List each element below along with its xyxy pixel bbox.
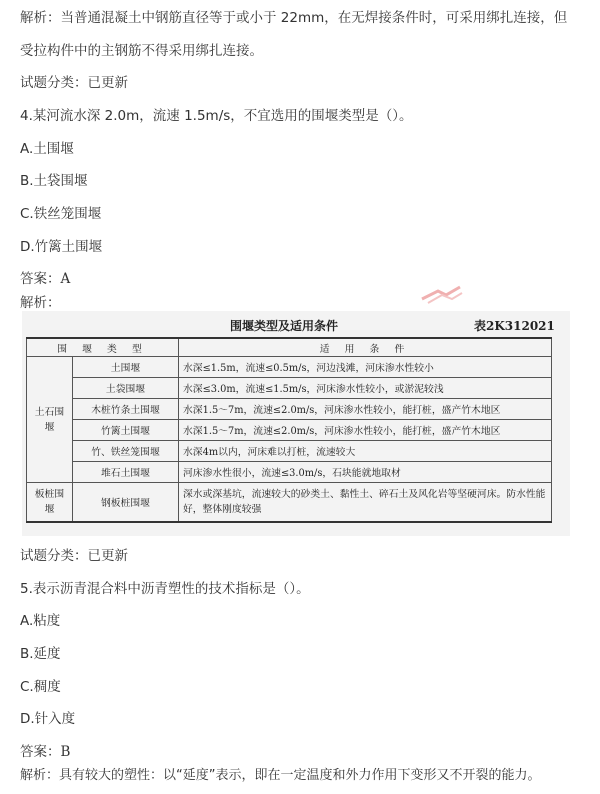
type-cell: 钢板桩围堰 xyxy=(73,483,179,523)
question-4-stem: 4.某河流水深 2.0m，流速 1.5m/s，不宜选用的围堰类型是（）。 xyxy=(20,108,413,124)
table-row xyxy=(27,420,552,441)
question-4-option-d: D.竹篱土围堰 xyxy=(20,239,103,255)
header-conditions: 适 用 条 件 xyxy=(179,338,552,357)
question-category: 试题分类：已更新 xyxy=(20,75,128,91)
question-5-answer: 答案：B xyxy=(20,744,71,760)
condition-cell: 水深4m以内，河床难以打桩，流速较大 xyxy=(179,441,552,462)
question-5-analysis: 解析：具有较大的塑性：以“延度”表示，即在一定温度和外力作用下变形又不开裂的能力。 xyxy=(20,768,541,783)
question-4-option-c: C.铁丝笼围堰 xyxy=(20,206,102,222)
condition-cell: 河床渗水性很小，流速≤3.0m/s，石块能就地取材 xyxy=(179,462,552,483)
watermark-icon xyxy=(420,283,464,305)
condition-cell: 深水或深基坑，流速较大的砂类土、黏性土、碎石土及风化岩等坚硬河床。防水性能好，整体刚度较强 xyxy=(179,483,552,523)
previous-analysis-line-1: 解析：当普通混凝土中钢筋直径等于或小于 22mm，在无焊接条件时，可采用绑扎连接，但 xyxy=(20,10,568,26)
table-row xyxy=(27,399,552,420)
question-5-option-d: D.针入度 xyxy=(20,711,76,727)
question-5-stem: 5.表示沥青混合料中沥青塑性的技术指标是（）。 xyxy=(20,581,310,597)
cofferdam-table-image xyxy=(22,311,570,536)
question-4-answer: 答案：A xyxy=(20,271,71,287)
cofferdam-table xyxy=(26,337,552,523)
question-category: 试题分类：已更新 xyxy=(20,548,128,564)
table-header-row xyxy=(27,338,552,357)
group-earth-rock: 土石围堰 xyxy=(27,357,73,483)
type-cell: 堆石土围堰 xyxy=(73,462,179,483)
condition-cell: 水深1.5～7m，流速≤2.0m/s，河床渗水性较小，能打桩，盛产竹木地区 xyxy=(179,420,552,441)
question-4-analysis-label: 解析： xyxy=(20,295,61,311)
table-row xyxy=(27,378,552,399)
type-cell: 土围堰 xyxy=(73,357,179,378)
table-row xyxy=(27,357,552,378)
question-5-option-c: C.稠度 xyxy=(20,679,61,695)
type-cell: 竹、铁丝笼围堰 xyxy=(73,441,179,462)
type-cell: 土袋围堰 xyxy=(73,378,179,399)
header-type: 围 堰 类 型 xyxy=(27,338,179,357)
table-row xyxy=(27,462,552,483)
table-row xyxy=(27,483,552,523)
table-number: 表2K312021 xyxy=(474,319,555,333)
type-cell: 竹篱土围堰 xyxy=(73,420,179,441)
question-5-option-a: A.粘度 xyxy=(20,613,61,629)
table-title: 围堰类型及适用条件 xyxy=(230,319,339,333)
type-cell: 木桩竹条土围堰 xyxy=(73,399,179,420)
question-4-option-b: B.土袋围堰 xyxy=(20,173,88,189)
condition-cell: 水深1.5～7m，流速≤2.0m/s，河床渗水性较小，能打桩，盛产竹木地区 xyxy=(179,399,552,420)
previous-analysis-line-2: 受拉构件中的主钢筋不得采用绑扎连接。 xyxy=(20,43,263,59)
table-row xyxy=(27,441,552,462)
condition-cell: 水深≤1.5m，流速≤0.5m/s，河边浅滩，河床渗水性较小 xyxy=(179,357,552,378)
condition-cell: 水深≤3.0m，流速≤1.5m/s，河床渗水性较小，或淤泥较浅 xyxy=(179,378,552,399)
question-5-option-b: B.延度 xyxy=(20,646,61,662)
question-4-option-a: A.土围堰 xyxy=(20,141,74,157)
group-sheet-pile: 板桩围堰 xyxy=(27,483,73,523)
